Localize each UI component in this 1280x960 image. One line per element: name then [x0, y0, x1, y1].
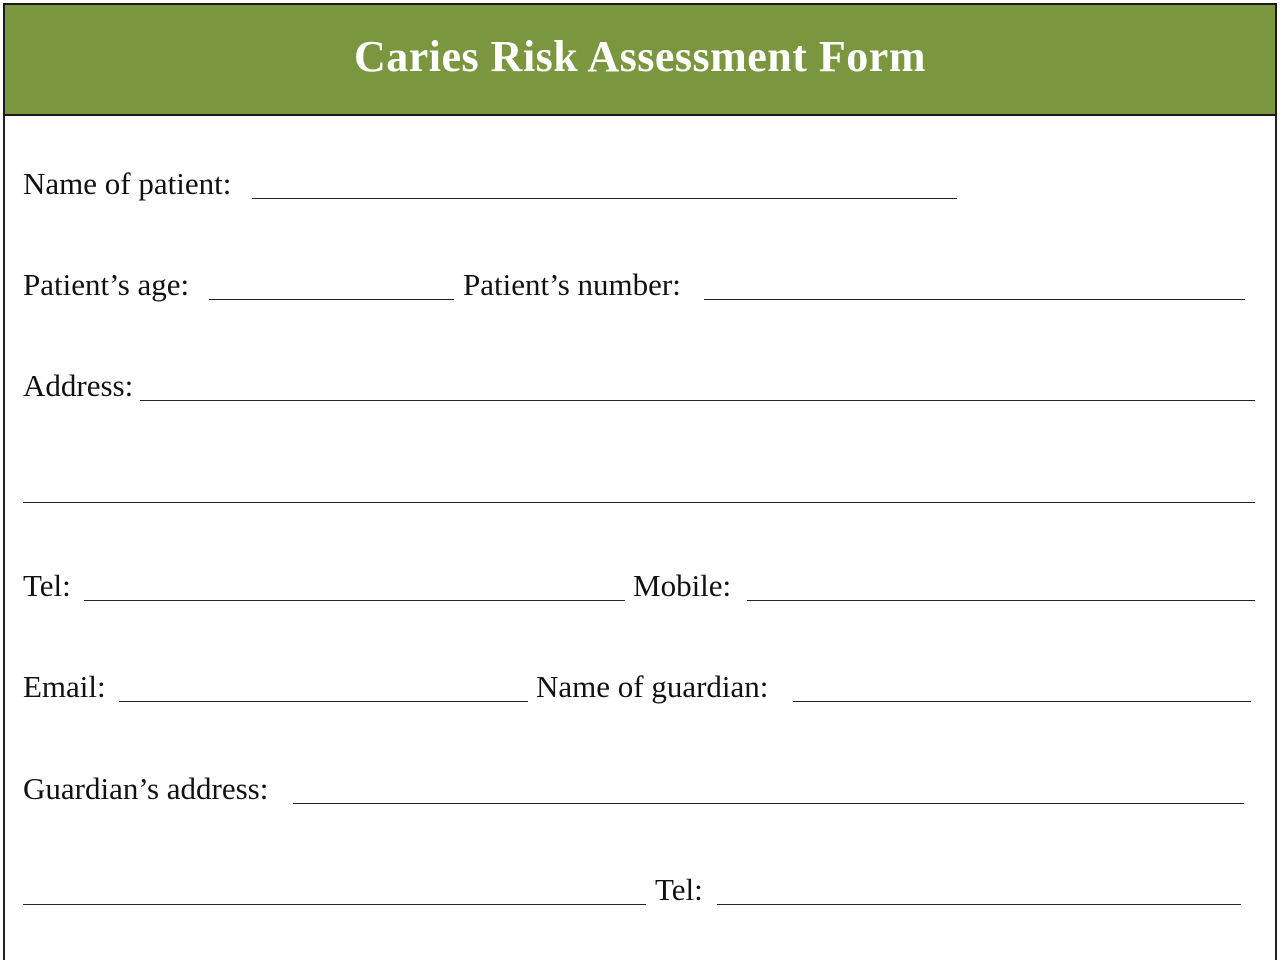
row-name-of-patient — [23, 164, 1263, 204]
row-age-number — [23, 265, 1263, 305]
name-of-guardian-label: Name of guardian: — [536, 669, 769, 704]
name-of-guardian-field[interactable] — [793, 701, 1251, 702]
patient-number-field[interactable] — [704, 299, 1245, 300]
patient-age-field[interactable] — [209, 299, 454, 300]
row-address — [23, 366, 1263, 406]
tel-field[interactable] — [84, 600, 625, 601]
guardian-address-field[interactable] — [293, 803, 1244, 804]
guardian-address-label: Guardian’s address: — [23, 771, 269, 806]
patient-age-label: Patient’s age: — [23, 267, 190, 302]
guardian-tel-label: Tel: — [655, 872, 703, 907]
email-label: Email: — [23, 669, 106, 704]
form-header — [3, 3, 1277, 116]
address-label: Address: — [23, 368, 134, 403]
row-tel-mobile — [23, 566, 1263, 606]
patient-number-label: Patient’s number: — [463, 267, 681, 302]
email-field[interactable] — [119, 701, 528, 702]
name-of-patient-label: Name of patient: — [23, 166, 232, 201]
row-guardian-address — [23, 769, 1263, 809]
address-field-line-2[interactable] — [23, 502, 1255, 503]
name-of-patient-field[interactable] — [252, 198, 957, 199]
address-field[interactable] — [140, 400, 1255, 401]
mobile-field[interactable] — [747, 600, 1255, 601]
row-guardian-address-continued — [23, 870, 1263, 910]
guardian-tel-field[interactable] — [717, 904, 1241, 905]
row-address-continued — [23, 468, 1263, 508]
tel-label: Tel: — [23, 568, 71, 603]
guardian-address-field-line-2[interactable] — [23, 904, 646, 905]
mobile-label: Mobile: — [633, 568, 732, 603]
form-title: Caries Risk Assessment Form — [353, 32, 926, 81]
row-email-guardian — [23, 667, 1263, 707]
